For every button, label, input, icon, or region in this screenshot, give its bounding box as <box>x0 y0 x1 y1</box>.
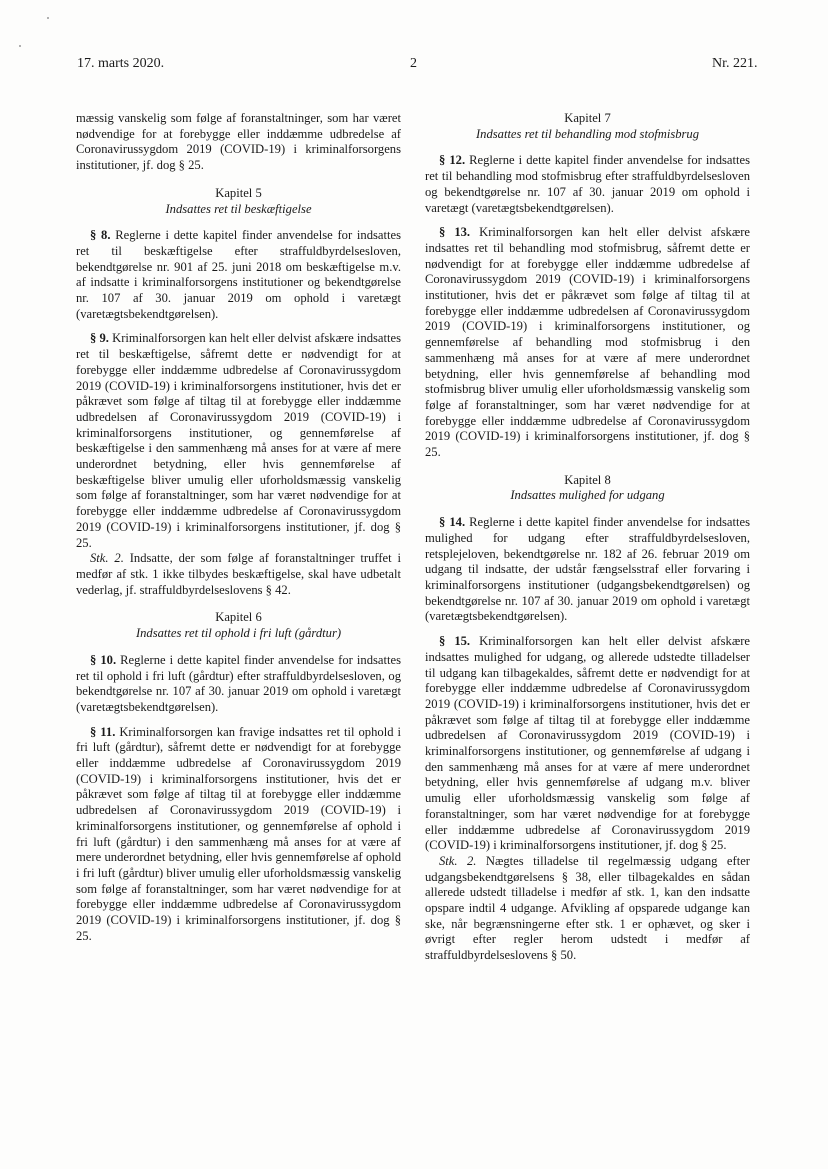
section-12-number: § 12. <box>439 153 466 168</box>
right-column <box>425 111 750 964</box>
header-date: 17. marts 2020. <box>77 56 165 71</box>
left-column <box>76 111 401 944</box>
section-14-number: § 14. <box>439 515 466 530</box>
chapter-6-heading: Kapitel 6 <box>215 610 262 625</box>
section-8 <box>76 228 401 322</box>
chapter-7-title: Indsattes ret til behandling mod stofmisbrug <box>475 126 700 141</box>
stk-2-text: Indsatte, der som følge af foranstaltninger truffet i medfør af stk. 1 ikke tilbydes beskæftigelse, skal have udbetalt vederlag, jf. straffuldbyrdelseslovens § 42. <box>76 551 402 597</box>
section-13-number: § 13. <box>439 225 471 240</box>
page-number: 2 <box>410 56 417 71</box>
section-9 <box>76 331 401 551</box>
scan-speck <box>19 45 21 47</box>
scan-speck <box>47 17 49 19</box>
section-8-text: Reglerne i dette kapitel finder anvendelse for indsattes ret til beskæftigelse efter straffuldbyrdelsesloven, bekendtgørelse nr. 901 af 25. juni 2018 om beskæftigelse m.v. af indsatte i kriminalforsorgens institutioner og bekendtgørelse nr. 107 af 30. januar 2019 om ophold i varetægt (varetægtsbekendtgørelsen). <box>76 228 401 321</box>
intro-paragraph: mæssig vanskelig som følge af foranstaltninger, som har været nødvendige for at forebygge eller inddæmme udbredelse af Coronavirussygdom 2019 (COVID-19) i kriminalforsorgens institutioner, jf. dog § 25. <box>76 111 401 173</box>
section-15-stk-2 <box>425 854 750 964</box>
section-9-number: § 9. <box>90 331 109 346</box>
chapter-5-title: Indsattes ret til beskæftigelse <box>165 201 312 216</box>
stk-2-label: Stk. 2. <box>90 551 124 566</box>
chapter-6-title: Indsattes ret til ophold i fri luft (gårdtur) <box>135 626 342 641</box>
section-13 <box>425 225 750 461</box>
section-11-number: § 11. <box>90 724 116 739</box>
section-11-text: Kriminalforsorgen kan fravige indsattes ret til ophold i fri luft (gårdtur), såfremt dette er nødvendigt for at forebygge eller inddæmme udbredelse af Coronavirussygdom 2019 (COVID-19) i kriminalforsorgens institutioner, hvis det er påkrævet som følge af tiltag til at forebygge eller inddæmme udbredelsen af Coronavirussygdom 2019 (COVID-19) i kriminalforsorgens institutioner, og gennemførelse af ophold i fri luft (gårdtur) i den sammenhæng må anses for at være af mere underordnet betydning, eller hvis gennemførelse af ophold i fri luft (gårdtur) bliver umulig eller uforholdsmæssig vanskelig som følge af foranstaltninger, som har været nødvendige for at forebygge eller inddæmme udbredelse af Coronavirussygdom 2019 (COVID-19) i kriminalforsorgens institutioner, jf. dog § 25. <box>76 724 401 943</box>
section-15 <box>425 634 750 854</box>
section-15-text: Kriminalforsorgen kan helt eller delvist afskære indsattes mulighed for udgang, og allerede udstedte tilladelser til udgang kan tilbagekaldes, såfremt dette er nødvendigt for at forebygge eller inddæmme udbredelse af Coronavirussygdom 2019 (COVID-19) i kriminalforsorgens institutioner, hvis det er påkrævet som følge af tiltag til at forebygge eller inddæmme udbredelsen af Coronavirussygdom 2019 (COVID-19) i kriminalforsorgens institutioner, og gennemførelse af udgang i den sammenhæng må anses for at være af mere underordnet betydning, eller hvis gennemførelse af udgang m.v. bliver umulig eller uforholdsmæssig vanskelig som følge af foranstaltninger, som har været nødvendige for at forebygge eller inddæmme udbredelse af Coronavirussygdom 2019 (COVID-19) i kriminalforsorgens institutioner, jf. dog § 25. <box>425 634 750 853</box>
section-15-number: § 15. <box>439 634 471 649</box>
section-11 <box>76 725 401 945</box>
chapter-8-heading: Kapitel 8 <box>564 472 611 487</box>
section-8-number: § 8. <box>90 228 111 243</box>
chapter-5-heading: Kapitel 5 <box>215 185 262 200</box>
section-13-text: Kriminalforsorgen kan helt eller delvist afskære indsattes ret til behandling mod stofmisbrug, såfremt dette er nødvendigt for at forebygge eller inddæmme udbredelse af Coronavirussygdom 2019 (COVID-19) i kriminalforsorgens institutioner, hvis det er påkrævet som følge af tiltag til at forebygge eller inddæmme udbredelsen af Coronavirussygdom 2019 (COVID-19) i kriminalforsorgens institutioner, og gennemførelse af behandling mod stofmisbrug i den sammenhæng må anses for at være af mere underordnet betydning, eller hvis gennemførelse af behandling mod stofmisbrug bliver umulig eller uforholdsmæssig vanskelig som følge af foranstaltninger, som har været nødvendige for at forebygge eller inddæmme udbredelse af Coronavirussygdom 2019 (COVID-19) i kriminalforsorgens institutioner, jf. dog § 25. <box>425 225 750 460</box>
section-9-text: Kriminalforsorgen kan helt eller delvist afskære indsattes ret til beskæftigelse, såfremt dette er nødvendigt for at forebygge eller inddæmme udbredelse af Coronavirussygdom 2019 (COVID-19) i kriminalforsorgens institutioner, hvis det er påkrævet som følge af tiltag til at forebygge eller inddæmme udbredelsen af Coronavirussygdom 2019 (COVID-19) i kriminalforsorgens institutioner, og gennemførelse af beskæftigelse i den sammenhæng må anses for at være af mere underordnet betydning, eller hvis gennemførelse af beskæftigelse bliver umulig eller uforholdsmæssig vanskelig som følge af foranstaltninger, som har været nødvendige for at forebygge eller inddæmme udbredelse af Coronavirussygdom 2019 (COVID-19) i kriminalforsorgens institutioner, jf. dog § 25. <box>76 331 402 550</box>
chapter-8-title: Indsattes mulighed for udgang <box>510 488 665 503</box>
section-10-number: § 10. <box>90 652 117 667</box>
section-12 <box>425 153 750 216</box>
section-10-text: Reglerne i dette kapitel finder anvendelse for indsattes ret til ophold i fri luft (gårdtur) efter straffuldbyrdelsesloven, og bekendtgørelse nr. 107 af 30. januar 2019 om ophold i varetægt (varetægtsbekendtgørelsen). <box>76 652 401 714</box>
issue-number: Nr. 221. <box>712 56 758 71</box>
stk-2-text: Nægtes tilladelse til regelmæssig udgang efter udgangsbekendtgørelsens § 38, eller tilbagekaldes en sådan allerede udstedt tilladelse i medfør af stk. 1, kan den indsatte opspare indtil 4 udgange. Afvikling af opsparede udgange kan ske, når begrænsningerne efter stk. 1 er ophævet, og sker i øvrigt efter regler herom udstedt i medfør af straffuldbyrdelseslovens § 50. <box>425 853 750 963</box>
section-12-text: Reglerne i dette kapitel finder anvendelse for indsattes ret til behandling mod stofmisbrug efter straffuldbyrdelsesloven og bekendtgørelse nr. 107 af 30. januar 2019 om ophold i varetægt (varetægtsbekendtgørelsen). <box>425 153 750 215</box>
section-9-stk-2 <box>76 551 401 598</box>
section-14-text: Reglerne i dette kapitel finder anvendelse for indsattes mulighed for udgang efter straffuldbyrdelsesloven, retsplejeloven, bekendtgørelse nr. 182 af 26. februar 2019 om udgang til indsatte, der udstår fængselsstraf eller forvaring i kriminalforsorgens institutioner (udgangsbekendtgørelsen) og bekendtgørelse nr. 107 af 30. januar 2019 om ophold i varetægt (varetægtsbekendtgørelsen). <box>425 515 750 624</box>
stk-2-label: Stk. 2. <box>439 853 477 868</box>
section-14 <box>425 515 750 625</box>
section-10 <box>76 653 401 716</box>
chapter-7-heading: Kapitel 7 <box>564 111 611 125</box>
